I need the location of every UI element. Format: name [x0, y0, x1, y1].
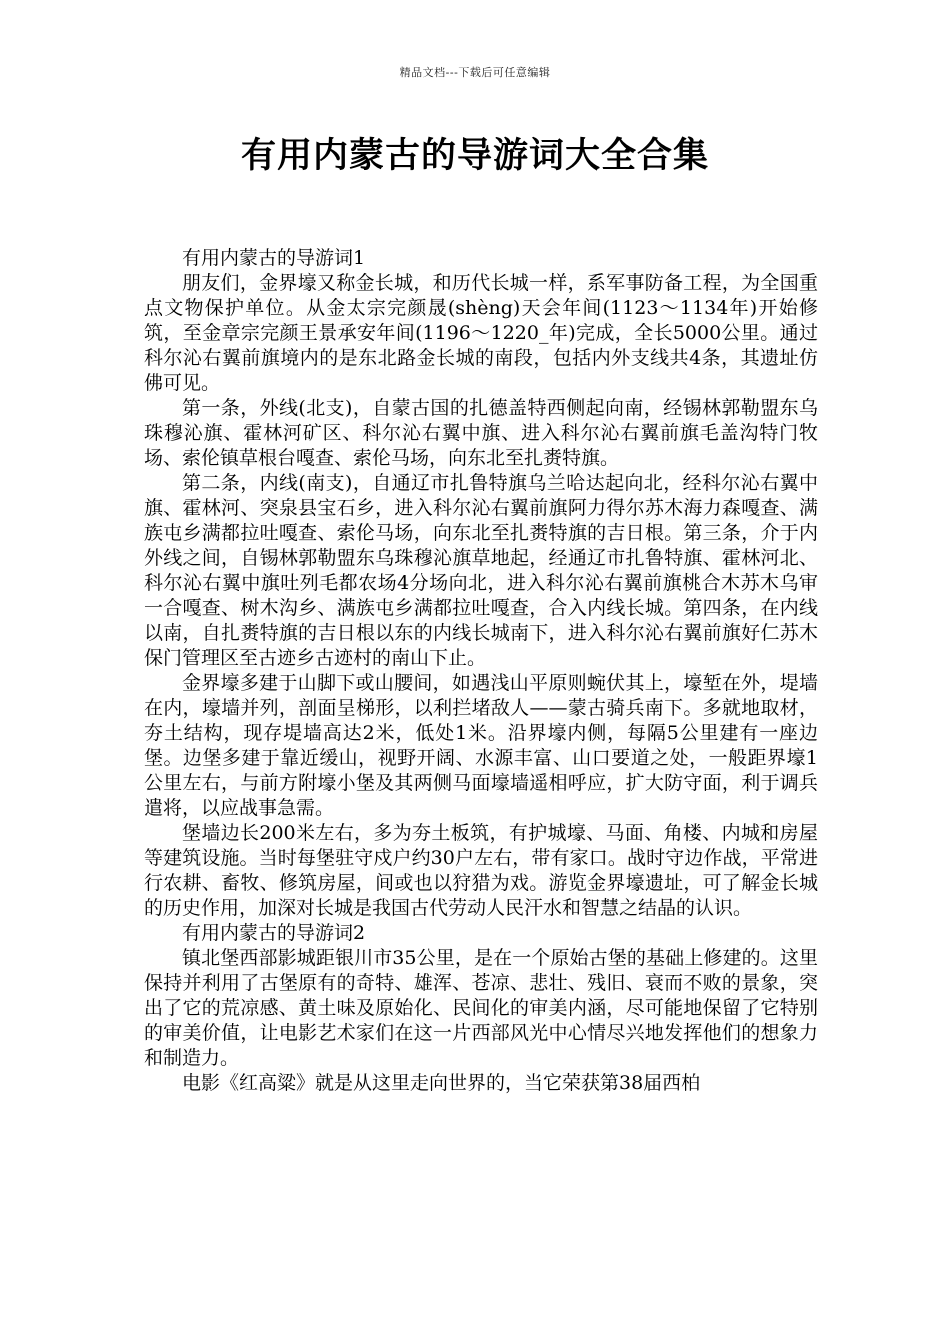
document-title: 有用内蒙古的导游词大全合集 — [240, 136, 709, 176]
document-body — [144, 246, 818, 1096]
paragraph: 第二条，内线(南支)，自通辽市扎鲁特旗乌兰哈达起向北，经科尔沁右翼中旗、霍林河、突泉县宝石乡，进入科尔沁右翼前旗阿力得尔苏木海力森嘎查、满族屯乡满都拉吐嘎查、索伦马场，向东北至扎赉特旗的吉日根。第三条，介于内外线之间，自锡林郭勒盟东乌珠穆沁旗草地起，经通辽市扎鲁特旗、霍林河北、科尔沁右翼中旗吐列毛都农场4分场向北，进入科尔沁右翼前旗桃合木苏木乌审一合嘎查、树木沟乡、满族屯乡满都拉吐嘎查，合入内线长城。第四条，在内线以南，自扎赉特旗的吉日根以东的内线长城南下，进入科尔沁右翼前旗好仁苏木保门管理区至古迹乡古迹村的南山下止。 — [144, 472, 818, 669]
section-heading-2: 有用内蒙古的导游词2 — [182, 922, 366, 944]
paragraph: 电影《红高粱》就是从这里走向世界的，当它荣获第38届西柏 — [182, 1072, 701, 1094]
paragraph: 金界壕多建于山脚下或山腰间，如遇浅山平原则蜿伏其上，壕堑在外，堤墙在内，壕墙并列，剖面呈梯形，以利拦堵敌人——蒙古骑兵南下。多就地取材，夯土结构，现存堤墙高达2米，低处1米。沿界壕内侧，每隔5公里建有一座边堡。边堡多建于靠近缓山，视野开阔、水源丰富、山口要道之处，一般距界壕1公里左右，与前方附壕小堡及其两侧马面壕墙遥相呼应，扩大防守面，利于调兵遣将，以应战事急需。 — [144, 672, 818, 819]
paragraph: 堡墙边长200米左右，多为夯土板筑，有护城壕、马面、角楼、内城和房屋等建筑设施。当时每堡驻守戍户约30户左右，带有家口。战时守边作战，平常进行农耕、畜牧、修筑房屋，间或也以狩猎为戏。游览金界壕遗址，可了解金长城的历史作用，加深对长城是我国古代劳动人民汗水和智慧之结晶的认识。 — [144, 822, 818, 919]
header-note: 精品文档---下载后可任意编辑 — [399, 66, 551, 79]
section-heading-1: 有用内蒙古的导游词1 — [182, 247, 366, 269]
paragraph: 镇北堡西部影城距银川市35公里，是在一个原始古堡的基础上修建的。这里保持并利用了古堡原有的奇特、雄浑、苍凉、悲壮、残旧、衰而不败的景象，突出了它的荒凉感、黄土味及原始化、民间化的审美内涵，尽可能地保留了它特别的审美价值，让电影艺术家们在这一片西部风光中心情尽兴地发挥他们的想象力和制造力。 — [144, 947, 818, 1069]
paragraph: 第一条，外线(北支)，自蒙古国的扎德盖特西侧起向南，经锡林郭勒盟东乌珠穆沁旗、霍林河矿区、科尔沁右翼中旗、进入科尔沁右翼前旗毛盖沟特门牧场、索伦镇草根台嘎查、索伦马场，向东北至扎赉特旗。 — [144, 397, 818, 469]
paragraph: 朋友们，金界壕又称金长城，和历代长城一样，系军事防备工程，为全国重点文物保护单位。从金太宗完颜晟(shèng)天会年间(1123～1134年)开始修筑，至金章宗完颜王景承安年间(1196～1220_年)完成，全长5000公里。通过科尔沁右翼前旗境内的是东北路金长城的南段，包括内外支线共4条，其遗址仿佛可见。 — [144, 272, 818, 394]
